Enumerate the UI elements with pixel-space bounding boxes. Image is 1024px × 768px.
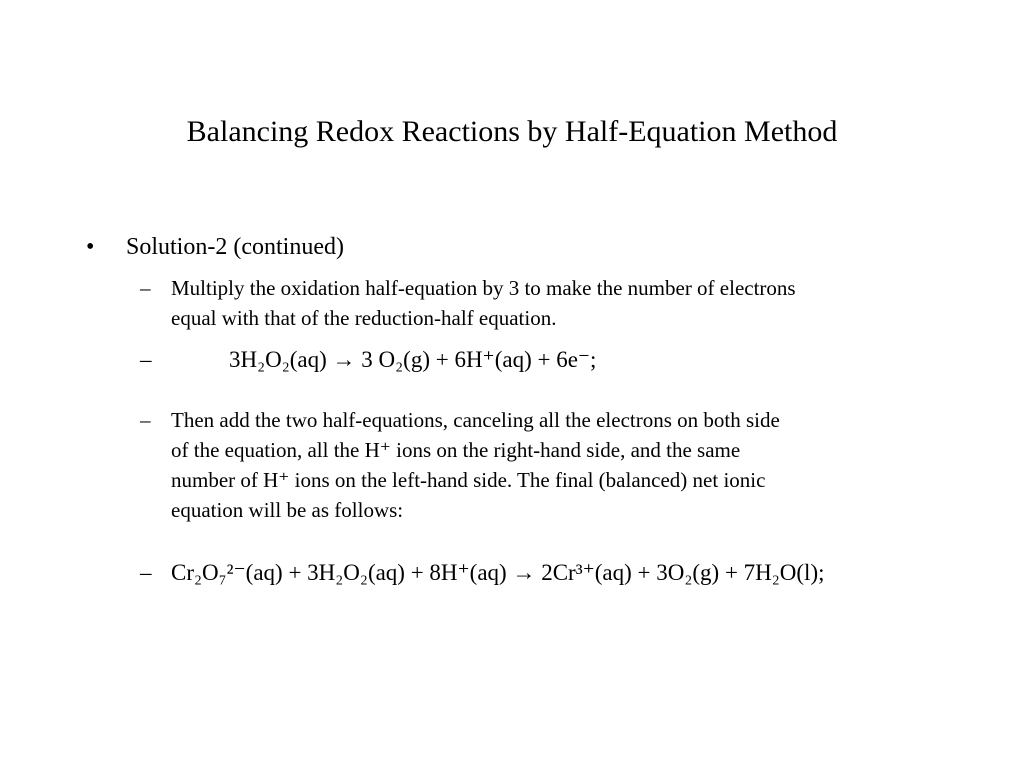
text-line: of the equation, all the H⁺ ions on the right-hand side, and the same bbox=[171, 438, 741, 462]
oxidation-equation: 3H₂O₂(aq) → 3 O₂(g) + 6H⁺(aq) + 6e⁻; bbox=[229, 347, 597, 372]
text-line: equal with that of the reduction-half equation. bbox=[171, 306, 557, 330]
bullet-item bbox=[86, 231, 344, 263]
dash-marker: – bbox=[140, 276, 151, 300]
sub-item-text bbox=[171, 273, 941, 333]
bullet-text: Solution-2 (continued) bbox=[126, 234, 344, 260]
sub-item-text bbox=[171, 405, 941, 525]
text-line: equation will be as follows: bbox=[171, 498, 404, 522]
slide-title: Balancing Redox Reactions by Half-Equation Method bbox=[186, 115, 838, 148]
dash-marker: – bbox=[140, 560, 152, 585]
text-line: Then add the two half-equations, canceling all the electrons on both side bbox=[171, 408, 780, 432]
net-ionic-equation: Cr₂O₇²⁻(aq) + 3H₂O₂(aq) + 8H⁺(aq) → 2Cr³⁺(aq) + 3O₂(g) + 7H₂O(l); bbox=[171, 560, 825, 585]
dash-marker: – bbox=[140, 347, 152, 372]
text-line: number of H⁺ ions on the left-hand side. The final (balanced) net ionic bbox=[171, 468, 766, 492]
dash-marker: – bbox=[140, 408, 151, 432]
text-line: Multiply the oxidation half-equation by 3 to make the number of electrons bbox=[171, 276, 796, 300]
bullet-marker: • bbox=[86, 234, 95, 260]
